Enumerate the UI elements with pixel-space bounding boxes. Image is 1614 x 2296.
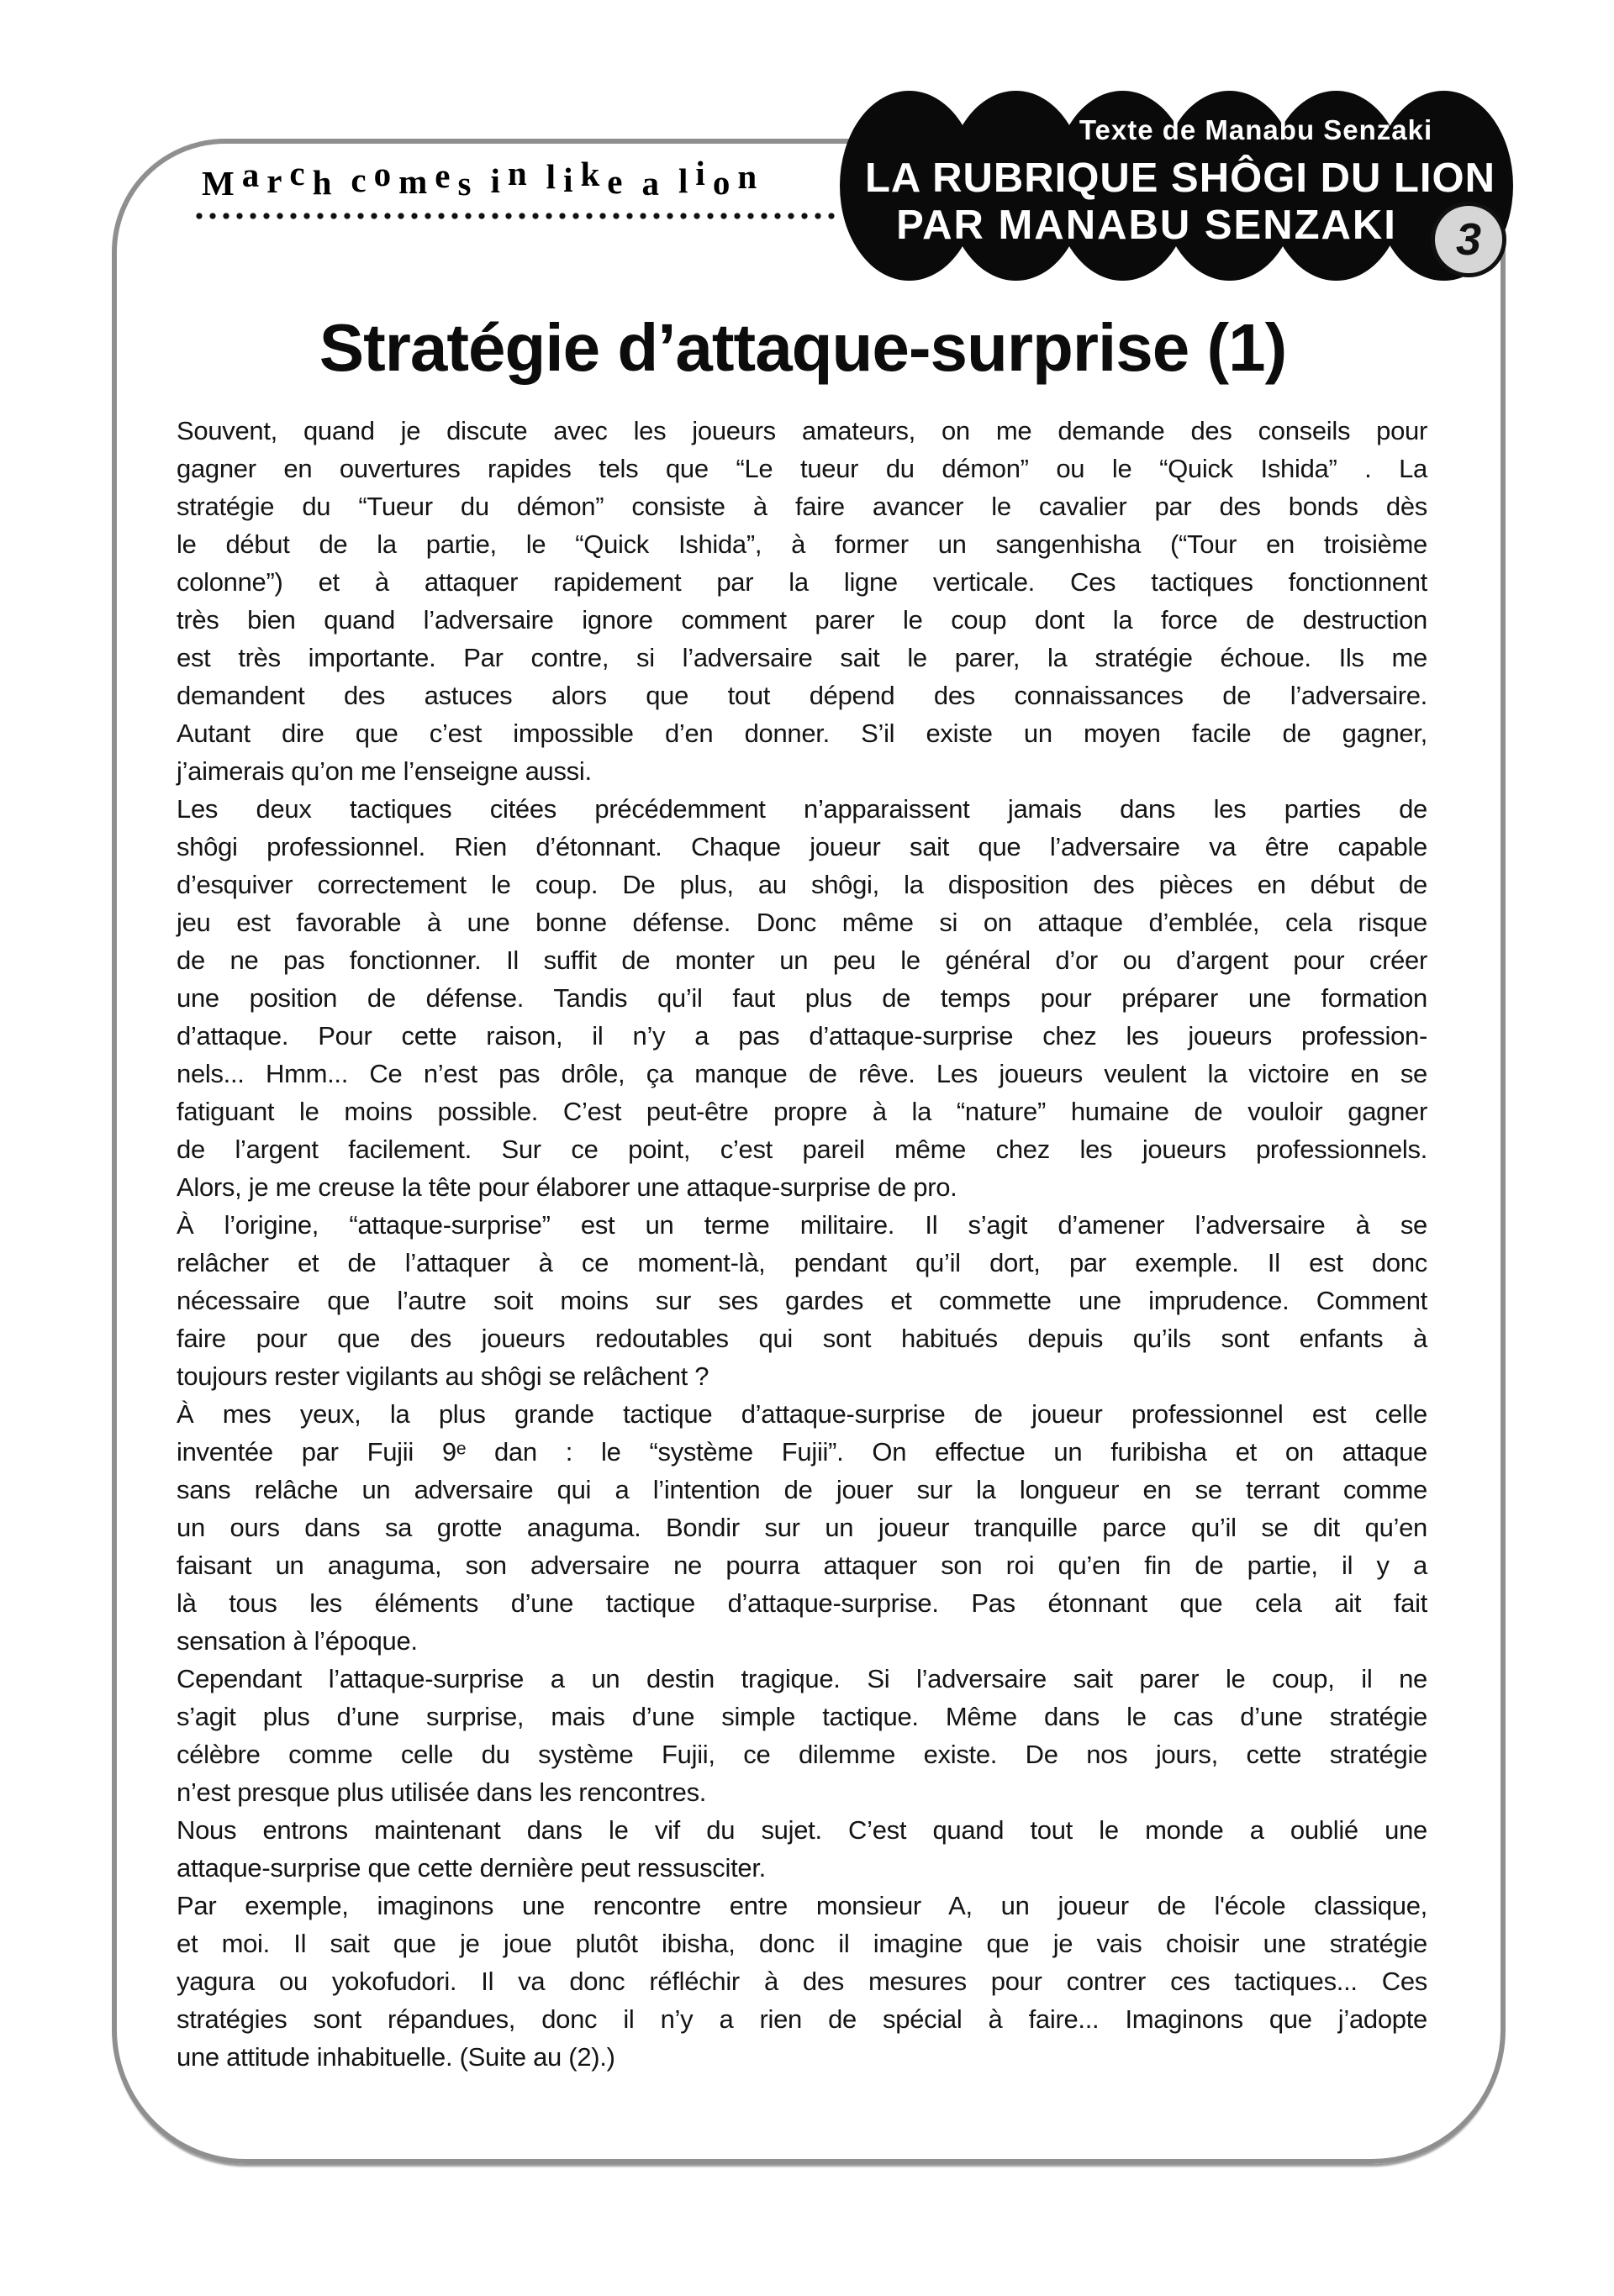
text-line: n’est presque plus utilisée dans les rencontres. [177, 1777, 707, 1807]
dotted-divider [195, 212, 839, 220]
text-line: de ne pas fonctionner. Il suffit de monter un peu le général d’or ou d’argent pour créer [177, 945, 1427, 975]
text-line: s’agit plus d’une surprise, mais d’une simple tactique. Même dans le cas d’une stratégie [177, 1702, 1427, 1731]
article-body [177, 412, 1427, 2076]
text-line: shôgi professionnel. Rien d’étonnant. Chaque joueur sait que l’adversaire va être capable [177, 832, 1427, 861]
series-logo: March comes in like a lion [202, 154, 765, 203]
text-line: faisant un anaguma, son adversaire ne pourra attaquer son roi qu’en fin de partie, il y a [177, 1551, 1427, 1580]
text-line: d’attaque. Pour cette raison, il n’y a pas d’attaque-surprise chez les joueurs profession- [177, 1021, 1427, 1051]
text-line: et moi. Il sait que je joue plutôt ibisha, donc il imagine que je vais choisir une stratégie [177, 1929, 1427, 1958]
text-line: célèbre comme celle du système Fujii, ce dilemme existe. De nos jours, cette stratégie [177, 1740, 1427, 1769]
text-line: Les deux tactiques citées précédemment n’apparaissent jamais dans les parties de [177, 794, 1427, 824]
text-line: faire pour que des joueurs redoutables qui sont habitués depuis qu’ils sont enfants à [177, 1324, 1427, 1353]
text-line: attaque-surprise que cette dernière peut ressusciter. [177, 1853, 766, 1883]
text-line: d’esquiver correctement le coup. De plus, au shôgi, la disposition des pièces en début de [177, 870, 1427, 899]
text-line: demandent des astuces alors que tout dépend des connaissances de l’adversaire. [177, 681, 1427, 710]
text-line: stratégie du “Tueur du démon” consiste à faire avancer le cavalier par des bonds dès [177, 492, 1427, 521]
badge-title-line1: LA RUBRIQUE SHÔGI DU LION [864, 155, 1496, 201]
text-line: Autant dire que c’est impossible d’en donner. S’il existe un moyen facile de gagner, [177, 719, 1427, 748]
text-line: très bien quand l’adversaire ignore comment parer le coup dont la force de destruction [177, 605, 1427, 635]
page-number-badge [1431, 202, 1506, 277]
text-line: Alors, je me creuse la tête pour élaborer une attaque-surprise de pro. [177, 1172, 957, 1202]
text-line: yagura ou yokofudori. Il va donc réfléchir à des mesures pour contrer ces tactiques... Ces [177, 1967, 1427, 1996]
text-line: sensation à l’époque. [177, 1626, 418, 1656]
text-line: de l’argent facilement. Sur ce point, c’est pareil même chez les joueurs professionnels. [177, 1135, 1427, 1164]
text-line: À mes yeux, la plus grande tactique d’attaque-surprise de joueur professionnel est celle [177, 1399, 1427, 1429]
text-line: Souvent, quand je discute avec les joueurs amateurs, on me demande des conseils pour [177, 416, 1427, 445]
text-line: est très importante. Par contre, si l’adversaire sait le parer, la stratégie échoue. Ils me [177, 643, 1427, 672]
text-line: À l’origine, “attaque-surprise” est un terme militaire. Il s’agit d’amener l’adversaire à se [177, 1210, 1427, 1240]
text-line: Par exemple, imaginons une rencontre entre monsieur A, un joueur de l'école classique, [177, 1891, 1427, 1920]
badge-title-line2: PAR MANABU SENZAKI [896, 203, 1397, 248]
text-line: le début de la partie, le “Quick Ishida”, à former un sangenhisha (“Tour en troisième [177, 529, 1427, 559]
text-line: fatiguant le moins possible. C’est peut-être propre à la “nature” humaine de vouloir gagner [177, 1097, 1427, 1126]
text-line: jeu est favorable à une bonne défense. Donc même si on attaque d’emblée, cela risque [177, 908, 1427, 937]
text-line: stratégies sont répandues, donc il n’y a rien de spécial à faire... Imaginons que j’adopte [177, 2004, 1427, 2034]
text-line: nels... Hmm... Ce n’est pas drôle, ça manque de rêve. Les joueurs veulent la victoire en se [177, 1059, 1427, 1088]
article-title: Stratégie d’attaque-surprise (1) [319, 310, 1287, 385]
text-line: un ours dans sa grotte anaguma. Bondir sur un joueur tranquille parce qu’il se dit qu’en [177, 1513, 1427, 1542]
shogi-column-badge [840, 91, 1513, 281]
text-line: nécessaire que l’autre soit moins sur ses gardes et commette une imprudence. Comment [177, 1286, 1427, 1315]
text-line: j’aimerais qu’on me l’enseigne aussi. [177, 756, 592, 786]
text-line: une attitude inhabituelle. (Suite au (2).) [177, 2042, 615, 2072]
badge-credit: Texte de Manabu Senzaki [1079, 114, 1433, 145]
text-line: colonne”) et à attaquer rapidement par la ligne verticale. Ces tactiques fonctionnent [177, 567, 1427, 597]
text-line: sans relâche un adversaire qui a l’intention de jouer sur la longueur en se terrant comme [177, 1475, 1427, 1504]
text-line: gagner en ouvertures rapides tels que “Le tueur du démon” ou le “Quick Ishida” . La [177, 454, 1427, 483]
text-line: relâcher et de l’attaquer à ce moment-là, pendant qu’il dort, par exemple. Il est donc [177, 1248, 1427, 1277]
text-line: inventée par Fujii 9ᵉ dan : le “système Fujii”. On effectue un furibisha et on attaque [177, 1437, 1427, 1467]
text-line: une position de défense. Tandis qu’il faut plus de temps pour préparer une formation [177, 983, 1427, 1013]
text-line: Nous entrons maintenant dans le vif du sujet. C’est quand tout le monde a oublié une [177, 1815, 1427, 1845]
text-line: toujours rester vigilants au shôgi se relâchent ? [177, 1361, 709, 1391]
text-line: là tous les éléments d’une tactique d’attaque-surprise. Pas étonnant que cela ait fait [177, 1588, 1427, 1618]
text-line: Cependant l’attaque-surprise a un destin tragique. Si l’adversaire sait parer le coup, il ne [177, 1664, 1427, 1693]
page-number: 3 [1455, 214, 1482, 265]
